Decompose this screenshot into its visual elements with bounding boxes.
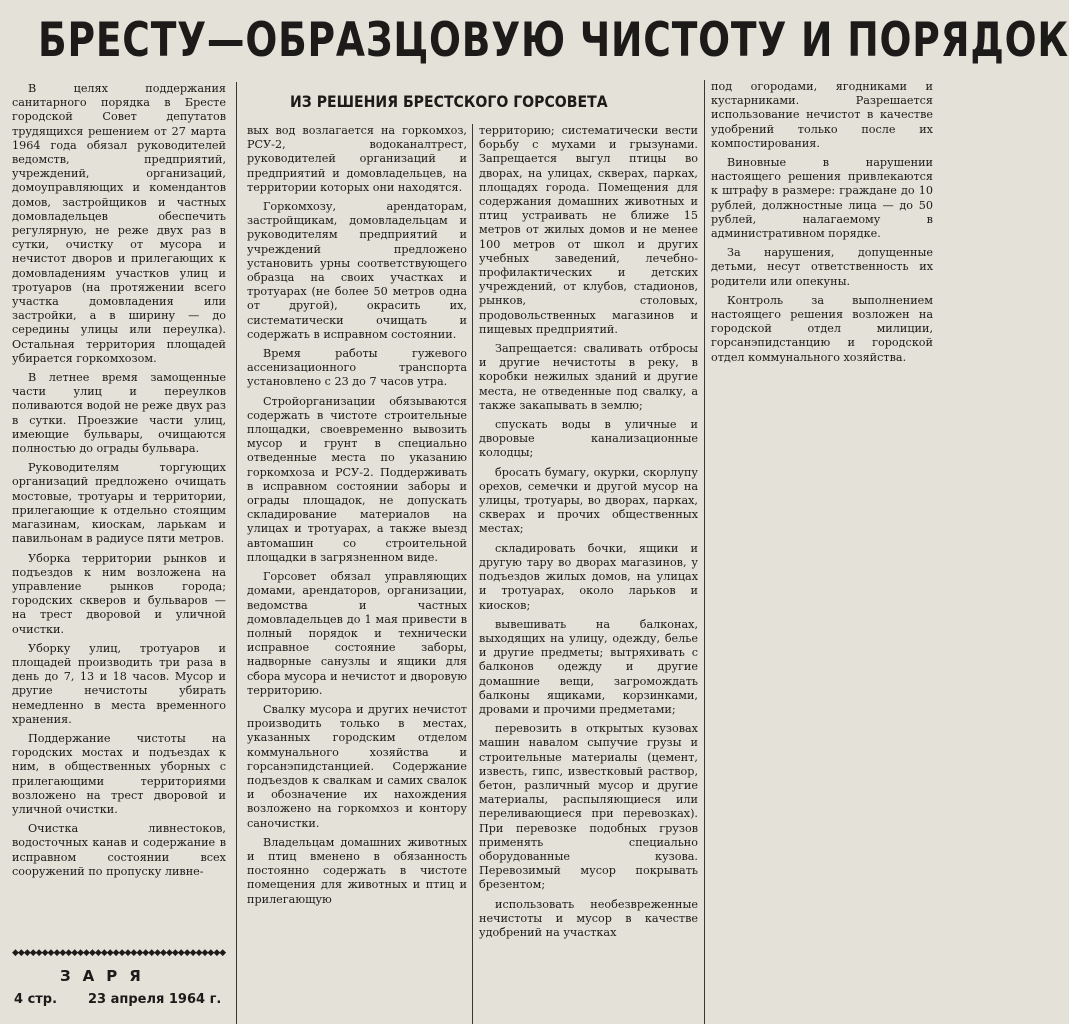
column-rule — [704, 80, 705, 1024]
paragraph: Время работы гужевого ассенизационного транспорта установлено с 23 до 7 часов утра. — [247, 347, 467, 389]
paragraph: перевозить в открытых кузовах машин навалом сыпучие грузы и строительные материалы (цемент, известь, гипс, известковый раствор, бетон, различный мусор и другие материалы, распыляющиеся или переливающиеся при перевозках). При перевозке подобных грузов применять специально оборудованные кузова. Перевозимый мусор покрывать брезентом; — [479, 722, 698, 892]
paragraph: Очистка ливнестоков, водосточных канав и содержание в исправном состоянии всех сооружений по пропуску ливне- — [12, 822, 226, 878]
paragraph: Свалку мусора и других нечистот производить только в местах, указанных городским отделом коммунального хозяйства и горсанэпидстанцией. Содержание подъездов к свалкам и самих свалок и обозначение их нахождения возложено на горкомхоз и контору саночистки. — [247, 702, 467, 830]
paragraph: В летнее время замощенные части улиц и переулков поливаются водой не реже двух раз в сутки. Проезжие части улиц, имеющие бульвары, очищаются полностью до ограды бульвара. — [12, 371, 226, 456]
paragraph: Стройорганизации обязываются содержать в чистоте строительные площадки, своевременно вывозить мусор и грунт в специально отведенные места по указанию горкомхоза и РСУ-2. Поддерживать в исправном состоянии заборы и ограды площадок, не допускать складирование материалов на улицах и тротуарах, а также выезд автомашин со строительной площадки в загрязненном виде. — [247, 394, 467, 564]
paragraph: Уборку улиц, тротуаров и площадей производить три раза в день до 7, 13 и 18 часов. Мусор и другие нечистоты убирать немедленно в места временного хранения. — [12, 641, 226, 726]
paragraph: вых вод возлагается на горкомхоз, РСУ-2, водоканалтрест, руководителей организаций и предприятий и домовладельцев, на территории которых они находятся. — [247, 124, 467, 194]
paragraph: спускать воды в уличные и дворовые канализационные колодцы; — [479, 418, 698, 460]
paragraph: За нарушения, допущенные детьми, несут ответственность их родители или опекуны. — [711, 246, 933, 288]
paragraph: под огородами, ягодниками и кустарниками. Разрешается использование нечистот в качестве удобрений только после их компостирования. — [711, 80, 933, 150]
article-column-1 — [12, 82, 226, 944]
paragraph: бросать бумагу, окурки, скорлупу орехов, семечки и другой мусор на улицы, тротуары, во дворах, парках, скверах и прочих общественных местах; — [479, 465, 698, 536]
paragraph: Горсовет обязал управляющих домами, арендаторов, организации, ведомства и частных домовладельцев до 1 мая привести в полный порядок и технически исправное состояние заборы, надворные санузлы и ящики для сбора мусора и нечистот и дворовую территорию. — [247, 570, 467, 697]
column-rule — [472, 124, 473, 1024]
paragraph: В целях поддержания санитарного порядка в Бресте городской Совет депутатов трудящихся решением от 27 марта 1964 года обязал руководителей ведомств, предприятий, учреждений, организаций, домоуправляющих и комендантов домов, застройщиков и частных домовладельцев обеспечить регулярную, не реже двух раз в сутки, очистку от мусора и нечистот дворов и прилегающих к домовладениям участков улиц и тротуаров (на протяжении всего участка домовладения или застройки, а в ширину — до середины улицы или переулка). Остальная территория площадей убирается горкомхозом. — [12, 82, 226, 365]
issue-date: 23 апреля 1964 г. — [88, 992, 222, 1007]
paragraph: складировать бочки, ящики и другую тару во дворах магазинов, у подъездов жилых домов, на улицах и тротуарах, около ларьков и киосков; — [479, 541, 698, 612]
page-number: 4 стр. — [14, 992, 58, 1007]
column-rule — [236, 82, 237, 1024]
newspaper-name: ЗАРЯ — [60, 967, 153, 985]
paragraph: Виновные в нарушении настоящего решения привлекаются к штрафу в размере: гражданe до 10 рублей, должностные лица — до 50 рублей, налагаемому в административном порядке. — [711, 156, 933, 241]
paragraph: Контроль за выполнением настоящего решения возложен на городской отдел милиции, горсанэпидстанцию и городской отдел коммунального хозяйства. — [711, 293, 933, 364]
decorative-divider: ◆◆◆◆◆◆◆◆◆◆◆◆◆◆◆◆◆◆◆◆◆◆◆◆◆◆◆◆◆◆◆◆◆◆◆◆ — [12, 948, 226, 958]
article-column-4 — [711, 80, 933, 410]
article-column-3 — [479, 124, 698, 1024]
headline: БРЕСТУ—ОБРАЗЦОВУЮ ЧИСТОТУ И ПОРЯДОК — [38, 13, 1069, 68]
paragraph: Запрещается: сваливать отбросы и другие нечистоты в реку, в коробки нежилых зданий и другие места, не отведенные под свалку, а также закапывать в землю; — [479, 342, 698, 412]
paragraph: Владельцам домашних животных и птиц вменено в обязанность постоянно содержать в чистоте помещения для животных и птиц и прилегающую — [247, 835, 467, 906]
subheadline: ИЗ РЕШЕНИЯ БРЕСТСКОГО ГОРСОВЕТА — [290, 92, 608, 111]
paragraph: Руководителям торгующих организаций предложено очищать мостовые, тротуары и территории, прилегающие к отдельно стоящим магазинам, киоскам, ларькам и павильонам в радиусе пяти метров. — [12, 461, 226, 546]
paragraph: использовать необезвреженные нечистоты и мусор в качестве удобрений на участках — [479, 897, 698, 939]
paragraph: вывешивать на балконах, выходящих на улицу, одежду, белье и другие предметы; вытряхивать с балконов одежду и другие домашние вещи, загромождать балконы ящиками, корзинками, дровами и прочими предметами; — [479, 617, 698, 716]
paragraph: Уборка территории рынков и подъездов к ним возложена на управление рынков города; городских скверов и бульваров — на трест дворовой и уличной очистки. — [12, 551, 226, 636]
paragraph: территорию; систематически вести борьбу с мухами и грызунами. Запрещается выгул птицы во дворах, на улицах, скверах, парках, площадях города. Помещения для содержания домашних животных и птиц устраивать не ближе 15 метров от жилых домов и не менее 100 метров от школ и других учебных заведений, лечебно-профилактических и детских учреждений, от клубов, стадионов, рынков, столовых, продовольственных магазинов и пищевых предприятий. — [479, 124, 698, 336]
paragraph: Горкомхозу, арендаторам, застройщикам, домовладельцам и руководителям предприятий и учреждений предложено установить урны соответствующего образца на своих участках и тротуарах (не более 50 метров одна от другой), окрасить их, систематически очищать и содержать в исправном состоянии. — [247, 200, 467, 341]
paragraph: Поддержание чистоты на городских мостах и подъездах к ним, в общественных уборных с прилегающими территориями возложено на трест дворовой и уличной очистки. — [12, 731, 226, 816]
article-column-2 — [247, 124, 467, 1024]
